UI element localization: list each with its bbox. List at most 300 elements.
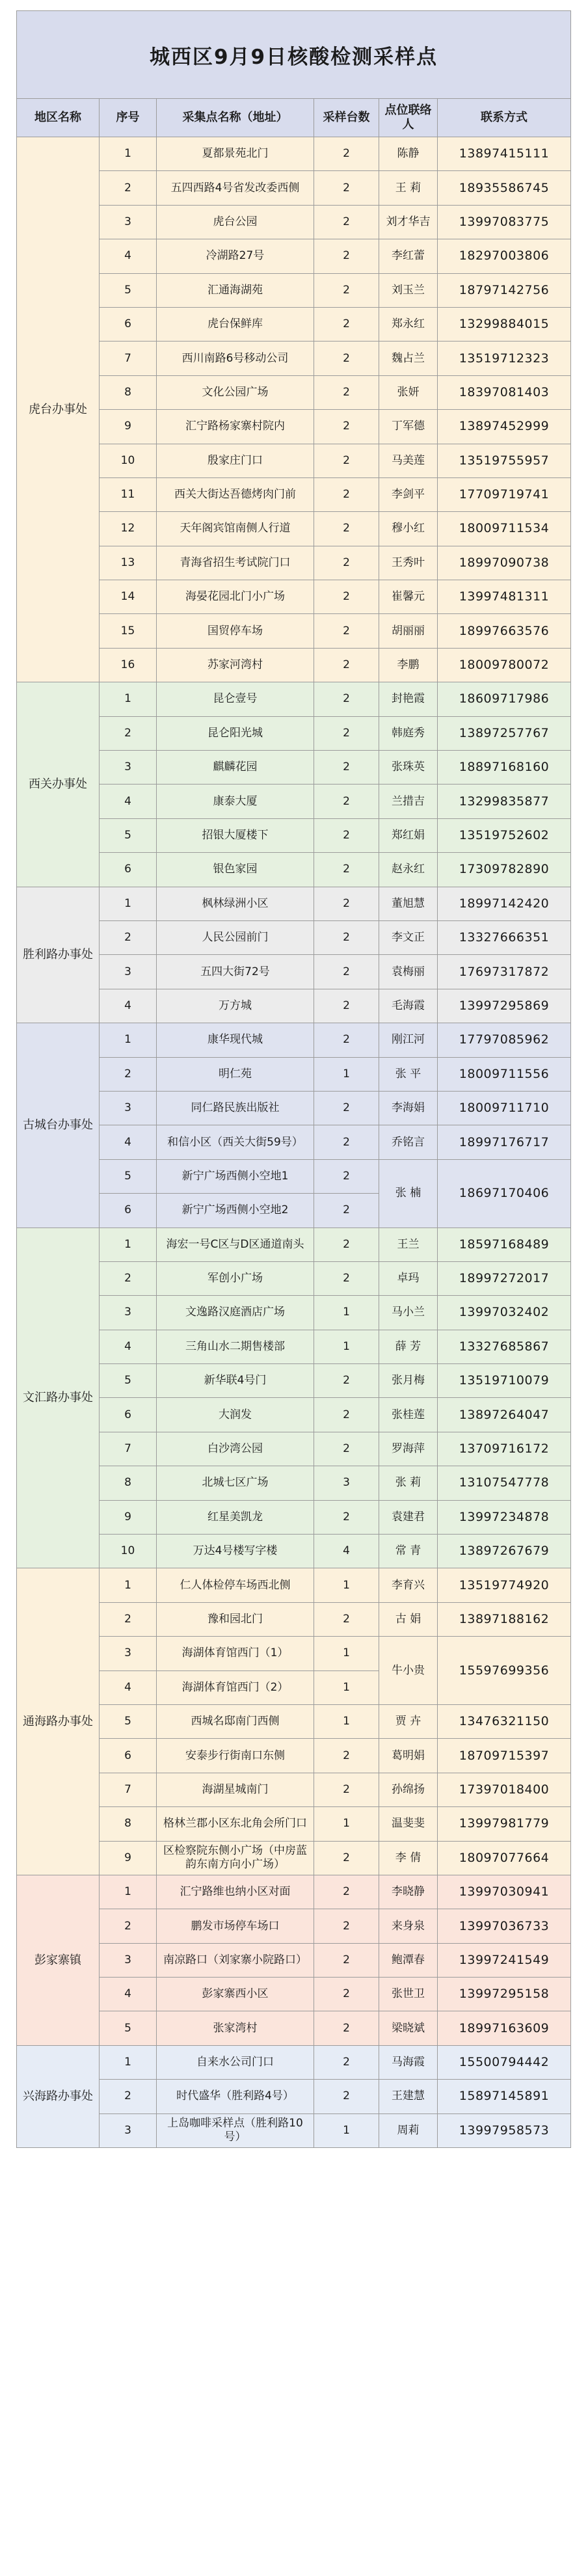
contact-person: 袁梅丽 bbox=[379, 955, 438, 989]
contact-phone: 18397081403 bbox=[438, 375, 571, 409]
contact-person: 孙绵扬 bbox=[379, 1773, 438, 1806]
site-name: 麒麟花园 bbox=[157, 751, 314, 785]
contact-phone: 13997295869 bbox=[438, 989, 571, 1023]
contact-phone: 15597699356 bbox=[438, 1637, 571, 1705]
row-number: 3 bbox=[100, 205, 157, 239]
contact-person: 梁晓斌 bbox=[379, 2011, 438, 2045]
sampling-units: 2 bbox=[314, 342, 379, 375]
row-number: 5 bbox=[100, 2011, 157, 2045]
contact-phone: 18297003806 bbox=[438, 239, 571, 273]
table-row bbox=[17, 1398, 571, 1432]
district-name: 古城台办事处 bbox=[17, 1023, 100, 1228]
row-number: 6 bbox=[100, 307, 157, 341]
table-row bbox=[17, 1568, 571, 1602]
contact-phone: 13327685867 bbox=[438, 1330, 571, 1363]
contact-phone: 18609717986 bbox=[438, 682, 571, 716]
sampling-units: 2 bbox=[314, 1398, 379, 1432]
contact-person: 胡丽丽 bbox=[379, 614, 438, 648]
contact-phone: 13897257767 bbox=[438, 716, 571, 750]
sampling-units: 4 bbox=[314, 1535, 379, 1568]
contact-phone: 18709715397 bbox=[438, 1739, 571, 1773]
row-number: 1 bbox=[100, 1568, 157, 1602]
site-name: 区检察院东侧小广场（中房蓝韵东南方向小广场） bbox=[157, 1841, 314, 1875]
row-number: 2 bbox=[100, 716, 157, 750]
sampling-units: 2 bbox=[314, 614, 379, 648]
table-row bbox=[17, 1296, 571, 1330]
site-name: 明仁苑 bbox=[157, 1057, 314, 1091]
contact-phone: 13476321150 bbox=[438, 1704, 571, 1738]
contact-phone: 18997142420 bbox=[438, 887, 571, 920]
sampling-units: 2 bbox=[314, 1943, 379, 1977]
contact-person: 李鹏 bbox=[379, 648, 438, 682]
contact-phone: 17697317872 bbox=[438, 955, 571, 989]
contact-phone: 13997083775 bbox=[438, 205, 571, 239]
contact-person: 陈静 bbox=[379, 137, 438, 171]
contact-phone: 13997241549 bbox=[438, 1943, 571, 1977]
site-name: 新华联4号门 bbox=[157, 1364, 314, 1398]
site-name: 新宁广场西侧小空地2 bbox=[157, 1194, 314, 1228]
row-number: 10 bbox=[100, 444, 157, 477]
sampling-units: 2 bbox=[314, 2080, 379, 2113]
row-number: 7 bbox=[100, 1432, 157, 1466]
contact-person: 薛 芳 bbox=[379, 1330, 438, 1363]
row-number: 3 bbox=[100, 751, 157, 785]
contact-person: 葛明娟 bbox=[379, 1739, 438, 1773]
row-number: 7 bbox=[100, 1773, 157, 1806]
site-name: 虎台公园 bbox=[157, 205, 314, 239]
row-number: 6 bbox=[100, 1398, 157, 1432]
contact-phone: 18997272017 bbox=[438, 1261, 571, 1295]
row-number: 3 bbox=[100, 1091, 157, 1125]
district-name: 彭家寨镇 bbox=[17, 1875, 100, 2045]
site-name: 银色家园 bbox=[157, 853, 314, 887]
sampling-units: 2 bbox=[314, 955, 379, 989]
site-name: 军创小广场 bbox=[157, 1261, 314, 1295]
row-number: 2 bbox=[100, 171, 157, 205]
sampling-units: 2 bbox=[314, 648, 379, 682]
site-name: 虎台保鲜库 bbox=[157, 307, 314, 341]
table-row bbox=[17, 1978, 571, 2011]
row-number: 1 bbox=[100, 682, 157, 716]
sampling-units: 2 bbox=[314, 751, 379, 785]
contact-phone: 18097077664 bbox=[438, 1841, 571, 1875]
sampling-points-table-frame bbox=[16, 10, 570, 2567]
contact-phone: 18009780072 bbox=[438, 648, 571, 682]
table-row bbox=[17, 1739, 571, 1773]
table-row bbox=[17, 1228, 571, 1261]
sampling-units: 2 bbox=[314, 1364, 379, 1398]
contact-phone: 13299835877 bbox=[438, 785, 571, 818]
header-site: 采集点名称（地址） bbox=[157, 99, 314, 137]
sampling-units: 2 bbox=[314, 1091, 379, 1125]
contact-person: 王秀叶 bbox=[379, 546, 438, 580]
contact-person: 丁军德 bbox=[379, 410, 438, 444]
contact-phone: 17309782890 bbox=[438, 853, 571, 887]
site-name: 海湖体育馆西门（2） bbox=[157, 1670, 314, 1704]
site-name: 国贸停车场 bbox=[157, 614, 314, 648]
sampling-units: 1 bbox=[314, 1330, 379, 1363]
sampling-units: 2 bbox=[314, 1125, 379, 1159]
table-row bbox=[17, 342, 571, 375]
row-number: 10 bbox=[100, 1535, 157, 1568]
table-row bbox=[17, 1023, 571, 1057]
site-name: 文化公园广场 bbox=[157, 375, 314, 409]
site-name: 时代盛华（胜利路4号） bbox=[157, 2080, 314, 2113]
table-row bbox=[17, 1875, 571, 1909]
sampling-units: 2 bbox=[314, 1159, 379, 1193]
contact-phone: 13897415111 bbox=[438, 137, 571, 171]
contact-person: 贾 卉 bbox=[379, 1704, 438, 1738]
table-body bbox=[17, 137, 571, 2148]
contact-phone: 13107547778 bbox=[438, 1466, 571, 1500]
contact-person: 刘玉兰 bbox=[379, 273, 438, 307]
contact-phone: 18997090738 bbox=[438, 546, 571, 580]
contact-phone: 13519755957 bbox=[438, 444, 571, 477]
sampling-units: 2 bbox=[314, 1978, 379, 2011]
site-name: 昆仑阳光城 bbox=[157, 716, 314, 750]
sampling-units: 2 bbox=[314, 1194, 379, 1228]
row-number: 2 bbox=[100, 1057, 157, 1091]
contact-person: 刘才华吉 bbox=[379, 205, 438, 239]
site-name: 康华现代城 bbox=[157, 1023, 314, 1057]
site-name: 三角山水二期售楼部 bbox=[157, 1330, 314, 1363]
table-row bbox=[17, 2011, 571, 2045]
table-row bbox=[17, 1909, 571, 1943]
table-row bbox=[17, 477, 571, 511]
contact-person: 张 莉 bbox=[379, 1466, 438, 1500]
row-number: 9 bbox=[100, 1841, 157, 1875]
contact-person: 王建慧 bbox=[379, 2080, 438, 2113]
site-name: 白沙湾公园 bbox=[157, 1432, 314, 1466]
sampling-units: 2 bbox=[314, 580, 379, 614]
row-number: 4 bbox=[100, 1670, 157, 1704]
table-row bbox=[17, 444, 571, 477]
contact-phone: 13997981779 bbox=[438, 1807, 571, 1841]
site-name: 彭家寨西小区 bbox=[157, 1978, 314, 2011]
contact-person: 罗海萍 bbox=[379, 1432, 438, 1466]
contact-phone: 18697170406 bbox=[438, 1159, 571, 1228]
contact-person: 鲍潭春 bbox=[379, 1943, 438, 1977]
row-number: 4 bbox=[100, 1125, 157, 1159]
table-row bbox=[17, 1807, 571, 1841]
sampling-units: 1 bbox=[314, 1637, 379, 1670]
row-number: 8 bbox=[100, 1466, 157, 1500]
contact-phone: 17709719741 bbox=[438, 477, 571, 511]
sampling-units: 2 bbox=[314, 205, 379, 239]
contact-person: 周莉 bbox=[379, 2113, 438, 2147]
site-name: 自来水公司门口 bbox=[157, 2045, 314, 2079]
contact-person: 王兰 bbox=[379, 1228, 438, 1261]
sampling-units: 2 bbox=[314, 818, 379, 852]
contact-phone: 13327666351 bbox=[438, 920, 571, 954]
sampling-units: 1 bbox=[314, 1568, 379, 1602]
contact-phone: 13997032402 bbox=[438, 1296, 571, 1330]
contact-phone: 13897452999 bbox=[438, 410, 571, 444]
contact-person: 常 青 bbox=[379, 1535, 438, 1568]
row-number: 6 bbox=[100, 1739, 157, 1773]
site-name: 苏家河湾村 bbox=[157, 648, 314, 682]
header-phone: 联系方式 bbox=[438, 99, 571, 137]
sampling-units: 2 bbox=[314, 1875, 379, 1909]
table-row bbox=[17, 137, 571, 171]
row-number: 5 bbox=[100, 1159, 157, 1193]
contact-person: 韩庭秀 bbox=[379, 716, 438, 750]
row-number: 1 bbox=[100, 1875, 157, 1909]
contact-phone: 15897145891 bbox=[438, 2080, 571, 2113]
table-row bbox=[17, 1125, 571, 1159]
header-units: 采样台数 bbox=[314, 99, 379, 137]
site-name: 汇宁路维也纳小区对面 bbox=[157, 1875, 314, 1909]
site-name: 南凉路口（刘家寨小院路口） bbox=[157, 1943, 314, 1977]
sampling-units: 1 bbox=[314, 2113, 379, 2147]
row-number: 2 bbox=[100, 1602, 157, 1636]
contact-phone: 18897168160 bbox=[438, 751, 571, 785]
header-number: 序号 bbox=[100, 99, 157, 137]
site-name: 万达4号楼写字楼 bbox=[157, 1535, 314, 1568]
table-row bbox=[17, 410, 571, 444]
row-number: 4 bbox=[100, 785, 157, 818]
contact-person: 袁建君 bbox=[379, 1500, 438, 1534]
row-number: 9 bbox=[100, 1500, 157, 1534]
site-name: 海晏花园北门小广场 bbox=[157, 580, 314, 614]
contact-phone: 17397018400 bbox=[438, 1773, 571, 1806]
contact-person: 李育兴 bbox=[379, 1568, 438, 1602]
site-name: 和信小区（西关大街59号） bbox=[157, 1125, 314, 1159]
table-row bbox=[17, 1704, 571, 1738]
sampling-points-table bbox=[16, 10, 571, 2148]
row-number: 12 bbox=[100, 512, 157, 546]
table-row bbox=[17, 2113, 571, 2147]
contact-phone: 13997234878 bbox=[438, 1500, 571, 1534]
contact-person: 李海娟 bbox=[379, 1091, 438, 1125]
row-number: 2 bbox=[100, 1261, 157, 1295]
contact-person: 兰措吉 bbox=[379, 785, 438, 818]
row-number: 1 bbox=[100, 137, 157, 171]
row-number: 5 bbox=[100, 1364, 157, 1398]
site-name: 大润发 bbox=[157, 1398, 314, 1432]
site-name: 殷家庄门口 bbox=[157, 444, 314, 477]
table-row bbox=[17, 1841, 571, 1875]
contact-phone: 18009711710 bbox=[438, 1091, 571, 1125]
district-name: 文汇路办事处 bbox=[17, 1228, 100, 1568]
table-row bbox=[17, 171, 571, 205]
table-row bbox=[17, 1159, 571, 1193]
sampling-units: 2 bbox=[314, 1432, 379, 1466]
contact-person: 李晓静 bbox=[379, 1875, 438, 1909]
contact-phone: 17797085962 bbox=[438, 1023, 571, 1057]
table-row bbox=[17, 1432, 571, 1466]
contact-phone: 13709716172 bbox=[438, 1432, 571, 1466]
contact-phone: 18935586745 bbox=[438, 171, 571, 205]
table-row bbox=[17, 1091, 571, 1125]
contact-person: 董旭慧 bbox=[379, 887, 438, 920]
table-row bbox=[17, 307, 571, 341]
sampling-units: 1 bbox=[314, 1670, 379, 1704]
site-name: 上岛咖啡采样点（胜利路10号） bbox=[157, 2113, 314, 2147]
contact-phone: 13897267679 bbox=[438, 1535, 571, 1568]
contact-person: 封艳霞 bbox=[379, 682, 438, 716]
row-number: 2 bbox=[100, 920, 157, 954]
contact-person: 卓玛 bbox=[379, 1261, 438, 1295]
sampling-units: 2 bbox=[314, 920, 379, 954]
contact-phone: 13897264047 bbox=[438, 1398, 571, 1432]
district-name: 西关办事处 bbox=[17, 682, 100, 887]
table-row bbox=[17, 1943, 571, 1977]
row-number: 7 bbox=[100, 342, 157, 375]
site-name: 西城名邸南门西侧 bbox=[157, 1704, 314, 1738]
table-row bbox=[17, 818, 571, 852]
contact-person: 张 楠 bbox=[379, 1159, 438, 1228]
contact-phone: 13997030941 bbox=[438, 1875, 571, 1909]
row-number: 15 bbox=[100, 614, 157, 648]
sampling-units: 2 bbox=[314, 171, 379, 205]
sampling-units: 2 bbox=[314, 682, 379, 716]
table-row bbox=[17, 785, 571, 818]
table-row bbox=[17, 375, 571, 409]
row-number: 5 bbox=[100, 818, 157, 852]
contact-phone: 18997176717 bbox=[438, 1125, 571, 1159]
site-name: 康泰大厦 bbox=[157, 785, 314, 818]
row-number: 1 bbox=[100, 1228, 157, 1261]
table-row bbox=[17, 682, 571, 716]
contact-person: 马海霞 bbox=[379, 2045, 438, 2079]
table-row bbox=[17, 1773, 571, 1806]
sampling-units: 1 bbox=[314, 1057, 379, 1091]
sampling-units: 2 bbox=[314, 546, 379, 580]
row-number: 3 bbox=[100, 2113, 157, 2147]
site-name: 海湖体育馆西门（1） bbox=[157, 1637, 314, 1670]
table-row bbox=[17, 1466, 571, 1500]
sampling-units: 2 bbox=[314, 512, 379, 546]
table-row bbox=[17, 955, 571, 989]
sampling-units: 2 bbox=[314, 239, 379, 273]
site-name: 天年阁宾馆南侧人行道 bbox=[157, 512, 314, 546]
table-row bbox=[17, 887, 571, 920]
row-number: 14 bbox=[100, 580, 157, 614]
site-name: 海宏一号C区与D区通道南头 bbox=[157, 1228, 314, 1261]
table-row bbox=[17, 2080, 571, 2113]
sampling-units: 2 bbox=[314, 853, 379, 887]
sampling-units: 2 bbox=[314, 444, 379, 477]
row-number: 3 bbox=[100, 1296, 157, 1330]
site-name: 西关大街达吾德烤肉门前 bbox=[157, 477, 314, 511]
table-row bbox=[17, 580, 571, 614]
table-row bbox=[17, 1364, 571, 1398]
sampling-units: 2 bbox=[314, 1261, 379, 1295]
table-row bbox=[17, 648, 571, 682]
row-number: 6 bbox=[100, 1194, 157, 1228]
table-row bbox=[17, 1602, 571, 1636]
site-name: 张家湾村 bbox=[157, 2011, 314, 2045]
contact-person: 郑永红 bbox=[379, 307, 438, 341]
sampling-units: 2 bbox=[314, 1023, 379, 1057]
site-name: 海湖星城南门 bbox=[157, 1773, 314, 1806]
row-number: 1 bbox=[100, 887, 157, 920]
sampling-units: 2 bbox=[314, 1500, 379, 1534]
row-number: 13 bbox=[100, 546, 157, 580]
contact-person: 李 倩 bbox=[379, 1841, 438, 1875]
row-number: 2 bbox=[100, 1909, 157, 1943]
sampling-units: 2 bbox=[314, 1909, 379, 1943]
page-title: 城西区9月9日核酸检测采样点 bbox=[17, 11, 571, 99]
row-number: 3 bbox=[100, 955, 157, 989]
row-number: 2 bbox=[100, 2080, 157, 2113]
site-name: 红星美凯龙 bbox=[157, 1500, 314, 1534]
table-row bbox=[17, 989, 571, 1023]
contact-phone: 13897188162 bbox=[438, 1602, 571, 1636]
row-number: 8 bbox=[100, 375, 157, 409]
row-number: 4 bbox=[100, 239, 157, 273]
site-name: 西川南路6号移动公司 bbox=[157, 342, 314, 375]
row-number: 16 bbox=[100, 648, 157, 682]
row-number: 5 bbox=[100, 273, 157, 307]
sampling-units: 2 bbox=[314, 1773, 379, 1806]
site-name: 北城七区广场 bbox=[157, 1466, 314, 1500]
contact-phone: 15500794442 bbox=[438, 2045, 571, 2079]
sampling-units: 2 bbox=[314, 137, 379, 171]
table-row bbox=[17, 1330, 571, 1363]
contact-person: 赵永红 bbox=[379, 853, 438, 887]
site-name: 人民公园前门 bbox=[157, 920, 314, 954]
table-header-row bbox=[17, 99, 571, 137]
contact-phone: 13519710079 bbox=[438, 1364, 571, 1398]
site-name: 同仁路民族出版社 bbox=[157, 1091, 314, 1125]
row-number: 1 bbox=[100, 2045, 157, 2079]
row-number: 8 bbox=[100, 1807, 157, 1841]
contact-person: 乔铭言 bbox=[379, 1125, 438, 1159]
contact-phone: 13997958573 bbox=[438, 2113, 571, 2147]
row-number: 4 bbox=[100, 1978, 157, 2011]
contact-person: 张世卫 bbox=[379, 1978, 438, 2011]
row-number: 5 bbox=[100, 1704, 157, 1738]
contact-person: 穆小红 bbox=[379, 512, 438, 546]
contact-phone: 13997481311 bbox=[438, 580, 571, 614]
contact-person: 李剑平 bbox=[379, 477, 438, 511]
table-row bbox=[17, 1057, 571, 1091]
sampling-units: 2 bbox=[314, 1841, 379, 1875]
sampling-units: 2 bbox=[314, 1228, 379, 1261]
contact-person: 王 莉 bbox=[379, 171, 438, 205]
table-row bbox=[17, 716, 571, 750]
site-name: 汇宁路杨家寨村院内 bbox=[157, 410, 314, 444]
row-number: 1 bbox=[100, 1023, 157, 1057]
header-contact: 点位联络人 bbox=[379, 99, 438, 137]
sampling-units: 2 bbox=[314, 307, 379, 341]
contact-phone: 13519752602 bbox=[438, 818, 571, 852]
sampling-units: 2 bbox=[314, 410, 379, 444]
contact-phone: 13519712323 bbox=[438, 342, 571, 375]
contact-person: 毛海霞 bbox=[379, 989, 438, 1023]
contact-person: 魏占兰 bbox=[379, 342, 438, 375]
site-name: 新宁广场西侧小空地1 bbox=[157, 1159, 314, 1193]
site-name: 招银大厦楼下 bbox=[157, 818, 314, 852]
contact-phone: 13299884015 bbox=[438, 307, 571, 341]
contact-person: 马美莲 bbox=[379, 444, 438, 477]
row-number: 6 bbox=[100, 853, 157, 887]
table-row bbox=[17, 205, 571, 239]
sampling-units: 2 bbox=[314, 2045, 379, 2079]
contact-phone: 18997163609 bbox=[438, 2011, 571, 2045]
row-number: 11 bbox=[100, 477, 157, 511]
contact-phone: 18997663576 bbox=[438, 614, 571, 648]
table-row bbox=[17, 1637, 571, 1670]
contact-person: 崔馨元 bbox=[379, 580, 438, 614]
sampling-units: 2 bbox=[314, 2011, 379, 2045]
site-name: 万方城 bbox=[157, 989, 314, 1023]
contact-person: 古 娟 bbox=[379, 1602, 438, 1636]
site-name: 汇通海湖苑 bbox=[157, 273, 314, 307]
contact-person: 李文正 bbox=[379, 920, 438, 954]
